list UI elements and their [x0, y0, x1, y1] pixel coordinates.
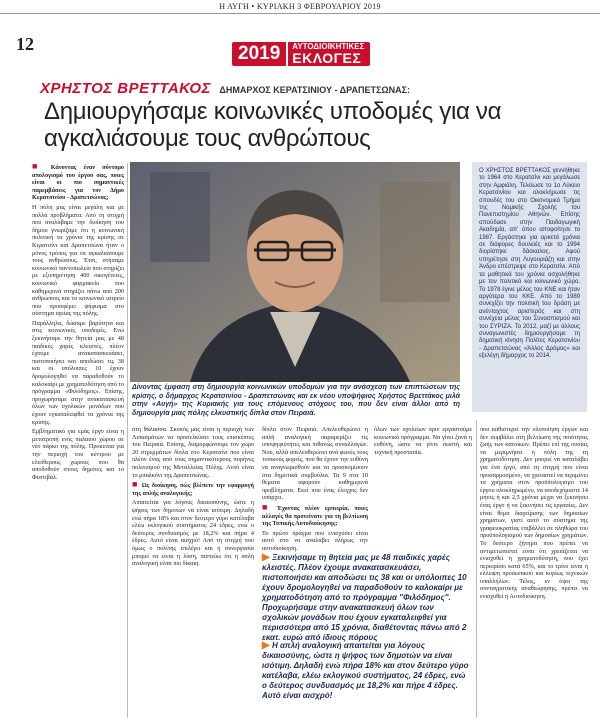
running-head: Η ΑΥΓΗ • ΚΥΡΙΑΚΗ 3 ΦΕΒΡΟΥΑΡΙΟΥ 2019	[219, 2, 381, 11]
article-column-1	[32, 163, 124, 718]
paragraph: όλων των σχολείων πριν εργαστούμε κοινωνικό πρόγραμμα. Να γίνει ξανά η ευθύνη, ώστε να γίνει σωστή και τεχνική προστασία.	[374, 426, 472, 456]
interview-question: ■ Ως διοίκηση, πώς βλέπετε την εφαρμογή της απλής αναλογικής;	[132, 481, 254, 497]
headline: Δημιουργήσαμε κοινωνικές υποδομές για να αγκαλιάσουμε τους ανθρώπους	[44, 98, 502, 152]
pull-quote-2	[262, 641, 472, 701]
paragraph: Εμβληματικό για εμάς έργο είναι η μετατροπή ενός παλαιού χώρου σε νέο πάρκο της πόλης. Προκειται για την περιοχή του κέντρου με ελεύθερους χώρους που θα αποδοθούν στους δημότες και το Φεστιβάλ.	[32, 428, 124, 481]
triangle-icon: ▶	[262, 552, 270, 563]
article-column-4	[374, 426, 472, 486]
pull-quote-1-text: Ξεκινήσαμε τη θητεία μας με 48 παιδικές χαρές κλειστές. Πλέον έχουμε ανακατασκευάσει, πιστοποιήσει και αποδώσει τις 38 και οι υπόλοιπες 10 έχουν δρομολογηθεί να παραδοθούν το καλοκαίρι με χρηματοδότηση από το πρόγραμμα "Φιλόδημος". Προχωρήσαμε στην ανακατασκευή όλων των σχολικών μονάδων που έχουν εγκαταλειφθεί για περισσότερα από 15 χρόνια, διαθέτοντας πάνω από 2 εκατ. ευρώ από ίδιους πόρους	[262, 553, 467, 642]
interviewee-role: ΔΗΜΑΡΧΟΣ ΚΕΡΑΤΣΙΝΙΟΥ - ΔΡΑΠΕΤΣΩΝΑΣ:	[219, 85, 411, 95]
interview-question: ■ Κάνοντας έναν σύντομο απολογισμό του έργου σας, ποιες είναι οι πιο σημαντικές παρεμβάσεις για τον Δήμο Κερατσινίου - Δραπετσώνας;	[32, 163, 124, 202]
paragraph: δίπλα στον Πειραιά. Απελευθερώνει η απλή αναλογική παραμερίζει τις υποψηφιότητες και πιθανώς συναλλαγών. Νου, αλλά απελευθερώνει ανά φωνές τους τοπικούς φορείς, που θα έχουν την ευθύνη να αναγνωρισθούν και να προσκομίσουν στα δημοτικά συμβούλια. Τα 9 στα 10 θέματα αφορούν καθημερινά προβλήματα. Εκεί που ένας έλεγχος δεν υπάρχει.	[262, 426, 368, 502]
interview-question: ■ Έχοντας πλέον εμπειρία, ποιες αλλαγές θα προτείνατε για τη βελτίωση της Τοπικής Αυτοδιοίκησης;	[262, 504, 368, 528]
paragraph: Η πόλη μας είναι μεγάλη και με πολλά προβλήματα. Από τη στιγμή που αναλάβαμε την διοίκηση του δήμου γνωρίζαμε ότι η κοινωνική πολιτική τα χρόνια της κρίσης σε Κερατσίνι και Δραπετσώνα ήταν ο μόνος τρόπος για να αγκαλιάσουμε τους ανθρώπους. Έτσι, στήσαμε κοινωνικό παντοπωλείο που στηρίζει με εξυπηρέτηση 400 οικογένειες, κοινωνικό φαρμακείο που καθημερινά στηρίζει πάνω από 200 ανθρώπους και το κοινωνικό ιατρείο που προσφέρει ψήφισμα στο σύστημα υγείας της πόλης.	[32, 203, 125, 318]
badge-big: ΕΚΛΟΓΕΣ	[292, 50, 362, 66]
byline	[40, 80, 410, 98]
paragraph: στη θάλασσα. Σκοπός μας είναι η περιοχή των Λιπασμάτων να προσελκύσει τους επισκέπτες του Πειραιά. Επίσης, διαμορφώνουμε τον χώρο 20 στρεμμάτων δίπλα στο Κερατσίνι που είναι πλέον ένας από τους σημαντικότερους πυρήνες πολιτισμού της Μεταλλείας Πόλης. Αυτό είναι το μπαλκόνι της Δραπετσώνας.	[132, 426, 254, 479]
badge-small: ΑΥΤΟΔΙΟΙΚΗΤΙΚΕΣ	[292, 42, 365, 51]
pull-quote-2-text: Η απλή αναλογική απαιτείται για λόγους δικαιοσύνης, ώστε η ψήφος των δημοτών να είναι ισότιμη. Δηλαδή ενώ πήρα 18% και στον δεύτερο γύρο κατέλαβα, ελέω εκλογικού συστήματος, 24 έδρες, ενώ ο δεύτερος συνδυασμός με 18,2% και πήρε 4 έδρες. Αυτό είναι αισχρό!	[262, 641, 469, 700]
column-divider	[476, 420, 477, 718]
pull-quote-1	[262, 553, 472, 643]
top-rule	[0, 0, 600, 14]
triangle-icon: ▶	[262, 640, 270, 651]
badge-text	[286, 42, 370, 66]
column-divider	[127, 163, 128, 718]
badge-year: 2019	[232, 42, 286, 66]
article-column-5	[480, 426, 588, 718]
interviewee-name: ΧΡΗΣΤΟΣ ΒΡΕΤΤΑΚΟΣ	[40, 80, 211, 97]
paragraph: Παράλληλα, δώσαμε βαρύτητα και στις κοινωνικές υποδομές. Ενώ ξεκινήσαμε την θητεία μας με 48 παιδικές χαρές κλειστές, πλέον έχουμε ανακατασκευάσει, πιστοποιήσει και αποδώσει τις 38 και οι υπόλοιπες 10 έχουν δρομολογηθεί να παραδοθούν το καλοκαίρι με χρηματοδότηση από το πρόγραμμα «Φιλόδημος». Επίσης, προχωρήσαμε στην ανακατασκευή όλων των σχολικών μονάδων που έχουν εγκαταλειφθεί τα χρόνια της κρίσης.	[32, 319, 124, 426]
page-number: 12	[16, 34, 34, 54]
paragraph: που καθιστερεί την υλοποίηση έργων και δεν συμβάλει στη βελτίωση της ποιότητας ζωής των κατοίκων. Πρέπει επί της ουσίας να μεριμνήσει η πόλη της τη χρηματοδότηση. Δεν μπορεί να καταλάβει για ένα έργο, από τη στιγμή που είναι προσαρμοσμένο, να χρειαστεί να περιμένει τα χρήματα στον προϋπολογισμό του έργου ολοκληρωμένο, να αποδεχόμαστε 14 μήνες ή και 2,5 χρόνια μέχρι να ξεκινήσει ένας έργο ή να ξεκινήσει τις εργασίες. Δεν είναι θέμα διαχείρισης των δημοσίων χρημάτων, γιατί αυτό το σύστημα της γραφειοκρατίας επιβάλλει σε πληθώρα του προϋπολογισμού των δημοσίων χρημάτων. Το δεύτερο ζήτημα που πρέπει να αντιμετωπιστεί είναι ότι χρειάζεται να ενισχυθεί η χρηματοδότηση, που έχει περιορίσει κατά 65%, και το τρίτο είναι η ελλειψη προσωπικού και κυρίως τεχνικών υπαλλήλων. Τέλος, εν όψει της συνταγματικής αναθεώρησης, πρέπει να ενισχυθεί η Αυτοδιοίκηση.	[480, 426, 588, 601]
portrait-photo	[130, 162, 460, 382]
election-badge	[232, 42, 370, 66]
article-column-2	[132, 426, 254, 718]
photo-caption: Δίνοντας έμφαση στη δημιουργία κοινωνικών υποδομών για την ανάσχεση των επιπτώσεων της κρίσης, ο δήμαρχος Κερατσινίου - Δραπετσώνας και εκ νέου υποψήφιος Χρήστος Βρεττάκος μιλά στην «Αυγή» της Κυριακής για τους επόμενους στόχους του, που δεν είναι άλλοι από τη δημιουργία μιας πόλης ελκυστικής δίπλα στον Πειραιά.	[132, 384, 460, 417]
bio-box: Ο ΧΡΗΣΤΟΣ ΒΡΕΤΤΑΚΟΣ γεννήθηκε το 1964 στο Κερατσίνι και μεγάλωσε στην Αμφιάλη. Τελείωσε το 1ο Λύκειο Κερατσινίου και ολοκλήρωσε τις σπουδές του στο Οικονομικό Τμήμα της Νομικής Σχολής του Πανεπιστημίου Αθηνών. Επίσης σπούδασε στην Παιδαγωγική Ακαδημία, απ' όπου αποφοίτησε το 1987. Εργάστηκε για αρκετά χρόνια σε διάφορες δουλειές και το 1994 διορίστηκε δάσκαλος. Αφού υπηρέτησε στη Λυγουριάζη και στην Άνδρο επέστρεψε στο Κερατσίνι. Από τα μαθητικά του χρόνια ασχολήθηκε με τον πολιτικό και κοινωνικό χώρο. Το 1978 έγινε μέλος του ΚΝΕ και ήταν αργότερα του ΚΚΕ. Από το 1989 συνεχίζει την πολιτική του δράση με ανένταχτος αριστερός και στη συνέχεια μέλος του Συνασπισμού και του ΣΥΡΙΖΑ. Το 2012, μαζί με άλλους συναγωνιστές δημιουργήσαμε τη δημοτική κίνηση Πολίτες Κερατσινίου - Δραπετσώνας «Άλλος Δρόμος» και εξελέγη δήμαρχος το 2014.	[472, 162, 587, 412]
article-column-3	[262, 426, 368, 552]
portrait-illustration	[130, 162, 460, 382]
paragraph: Απαιτείται για λόγους δικαιοσύνης, ώστε η ψήφος των δημοτών να είναι ισότιμη. Δηλαδή ενώ πήρα 18% και στον δεύτερο γύρο κατέλαβα ελέω εκλογικού συστήματος 24 έδρες, ενώ ο δεύτερος συνδυασμός με 18,2% και πήρα 4 έδρες. Αυτό είναι αισχρό! Από τη στιγμή που όμως ο πολίτης επιλέγει και η συνεργασία μπορεί να είναι η λύση, πιστεύω ότι η απλή αναλογική είναι πιο δίκαιη.	[132, 499, 254, 568]
paragraph: Το πρώτο πράγμα που ενισχύσει είναι αυτό στο να αναλάβει πλήρως την αυτοδιοίκηση.	[262, 529, 368, 552]
